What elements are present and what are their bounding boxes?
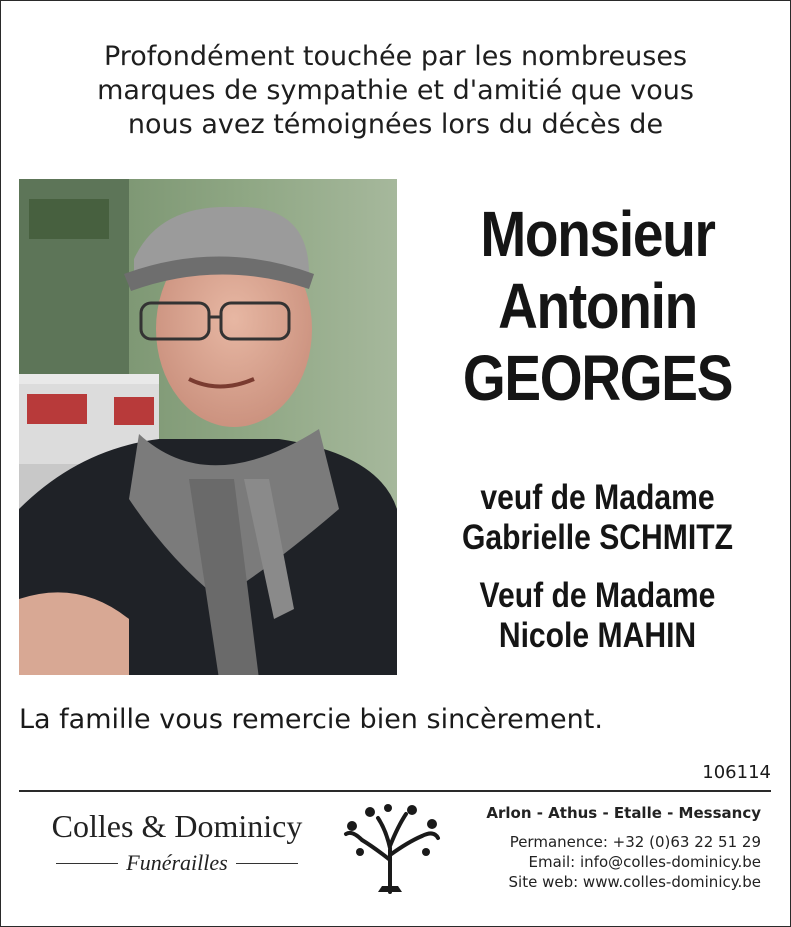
- intro-text: [20, 40, 771, 142]
- intro-line: marques de sympathie et d'amitié que vous: [97, 75, 694, 106]
- reference-number: 106114: [702, 762, 771, 783]
- thanks-text: La famille vous remercie bien sincèrement.: [19, 704, 603, 735]
- relation-2-name: Nicole MAHIN: [498, 616, 697, 655]
- website-line: Site web: www.colles-dominicy.be: [508, 873, 761, 891]
- intro-line: nous avez témoignées lors du décès de: [127, 109, 664, 140]
- funeral-home-subtitle: Funérailles: [126, 850, 228, 875]
- last-name: GEORGES: [462, 342, 733, 414]
- relations: [405, 478, 790, 656]
- tree-icon: [340, 800, 444, 896]
- first-name: Antonin: [498, 270, 697, 342]
- deceased-name: [405, 198, 790, 414]
- email-line: Email: info@colles-dominicy.be: [528, 853, 761, 871]
- divider: [19, 790, 771, 792]
- relation-1-name: Gabrielle SCHMITZ: [462, 518, 733, 557]
- honorific: Monsieur: [480, 198, 715, 270]
- relation-1-title: veuf de Madame: [480, 478, 715, 517]
- towns-list: Arlon - Athus - Etalle - Messancy: [486, 804, 761, 822]
- relation-2-title: Veuf de Madame: [479, 576, 716, 615]
- funeral-home-name: Colles & Dominicy: [51, 808, 303, 844]
- funeral-home-subtitle-row: [32, 850, 322, 876]
- funeral-home-brand: [32, 806, 322, 876]
- funeral-home-contact: [486, 802, 761, 892]
- intro-line: Profondément touchée par les nombreuses: [103, 41, 688, 72]
- portrait-photo: [19, 179, 397, 675]
- phone-line: Permanence: +32 (0)63 22 51 29: [509, 833, 761, 851]
